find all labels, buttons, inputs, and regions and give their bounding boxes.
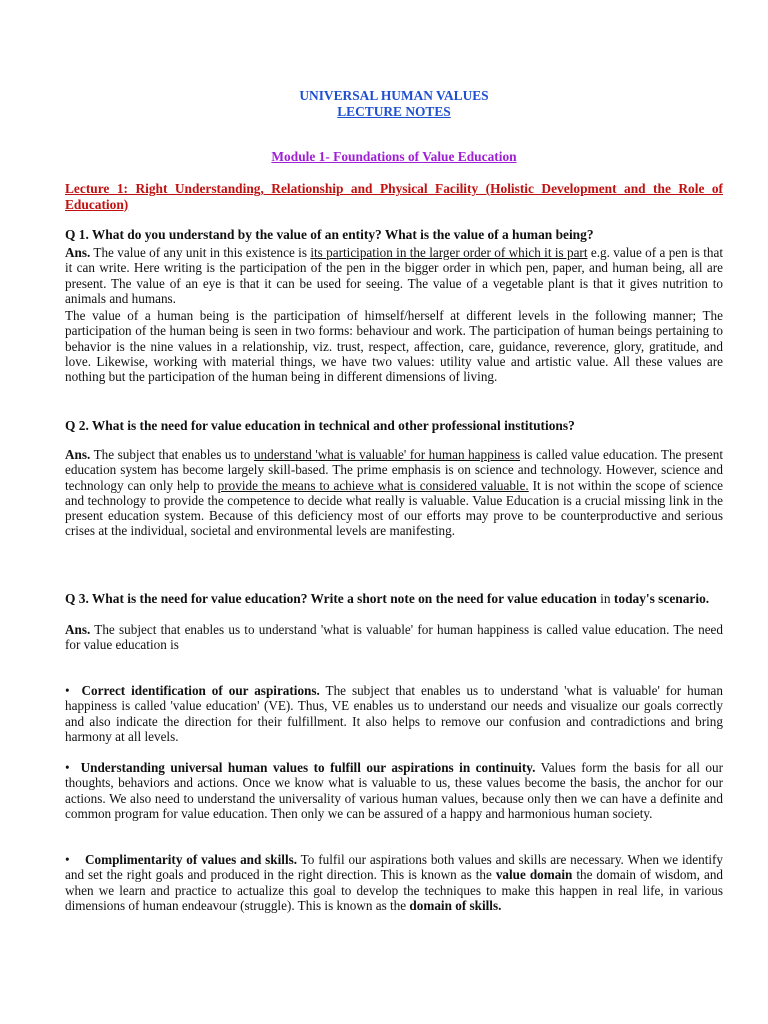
bullet-icon: • [65, 852, 70, 867]
bullet-text: To fulfil our aspirations both values and skills are necessary. When we identify and set the right goals and produced in the right direction. This is known as the [65, 852, 724, 883]
answer-text: It is not within the scope of science and technology to provide the competence to decide what really is valuable. Value Education is a crucial missing link in the present education system. Because of this deficiency most of our efforts may prove to be counterproductive and serious crises at the individual, societal and environmental levels are manifesting. [65, 477, 724, 539]
answer-text: The subject that enables us to understand 'what is valuable' for human happiness is called value education. The need for value education is [65, 622, 723, 653]
title-line-2: LECTURE NOTES [337, 104, 451, 119]
bullet-icon: • [65, 683, 70, 698]
underlined-phrase: its participation in the larger order of which it is part [310, 245, 588, 260]
bullet-item-1 [65, 683, 723, 744]
answer-text: is called value education. The present education system has become largely skill-based. The prime emphasis is on science and technology. However, science and technology can only help to [65, 447, 724, 493]
question-text: today's scenario. [610, 591, 710, 606]
underlined-phrase: provide the means to achieve what is considered valuable. [217, 477, 529, 493]
bullet-text: The subject that enables us to understand 'what is valuable' for human happiness is called 'value education' (VE). Thus, VE enables us to understand our needs and visualize our goals correctly and also indicate the direction for their fulfillment. It also helps to remove our confusion and contradictions and bring harmony at all levels. [65, 683, 724, 744]
module-heading-wrap [65, 149, 723, 164]
question-text: Q 3. What is the need for value education? Write a short note on the need for value education [65, 591, 601, 606]
answer-label: Ans. [65, 447, 91, 462]
answer-1-paragraph-1 [65, 245, 723, 306]
bullet-text: Values form the basis for all our thoughts, behaviors and actions. Once we know what is valuable to us, these values become the basis, the anchor for our actions. We also need to understand the universality of various human values, because only then we can have a definite and common program for value education. Then only we can be assured of a happy and harmonious human society. [65, 760, 723, 821]
question-3 [65, 591, 723, 607]
bullet-heading: Understanding universal human values to fulfill our aspirations in continuity. [80, 760, 536, 775]
answer-2 [65, 447, 723, 539]
bullet-item-2 [65, 760, 723, 821]
bullet-heading: Complimentarity of values and skills. [84, 852, 298, 867]
title-line-1: UNIVERSAL HUMAN VALUES [299, 88, 489, 103]
answer-label: Ans. [65, 622, 91, 637]
bullet-text: the domain of wisdom, and when we learn and practice to actualize this goal to develop the techniques to make this happen in real life, in various dimensions of human endeavour (struggle). This is known as the [65, 867, 724, 913]
answer-text: The value of any unit in this existence is [90, 245, 311, 260]
bold-term: value domain [495, 867, 573, 883]
underlined-phrase: understand 'what is valuable' for human happiness [253, 447, 521, 462]
bullet-item-3 [65, 852, 723, 913]
answer-text: e.g. value of a pen is that it can write. Here writing is the participation of the pen in the bigger order in which pen, paper, and human being, all are present. The value of an eye is that it can be used for seeing. The value of a vegetable plant is that it gives nutrition to animals and humans. [65, 245, 723, 306]
bold-term: domain of skills. [409, 897, 502, 913]
bullet-icon: • [65, 760, 70, 775]
bullet-heading: Correct identification of our aspirations. [81, 683, 320, 698]
document-title [65, 88, 723, 120]
answer-1-paragraph-2: The value of a human being is the participation of himself/herself at different levels in the following manner; The participation of the human being is seen in two forms: behaviour and work. The participation of human beings pertaining to behavior is the nine values in a relationship, viz. trust, respect, affection, care, guidance, reverence, glory, gratitude, and love. Likewise, working with material things, we have two values: utility value and artistic value. All these values are nothing but the participation of the human being in different dimensions of living. [65, 308, 723, 385]
question-1: Q 1. What do you understand by the value of an entity? What is the value of a human being? [65, 227, 594, 242]
question-2: Q 2. What is the need for value education in technical and other professional institutions? [65, 418, 575, 433]
answer-text: The subject that enables us to [90, 447, 254, 462]
answer-label: Ans. [65, 245, 91, 260]
answer-3 [65, 622, 723, 653]
module-heading: Module 1- Foundations of Value Education [271, 149, 517, 164]
question-text: in [600, 591, 611, 606]
lecture-heading: Lecture 1: Right Understanding, Relationship and Physical Facility (Holistic Development and the Role of Education) [65, 181, 723, 212]
